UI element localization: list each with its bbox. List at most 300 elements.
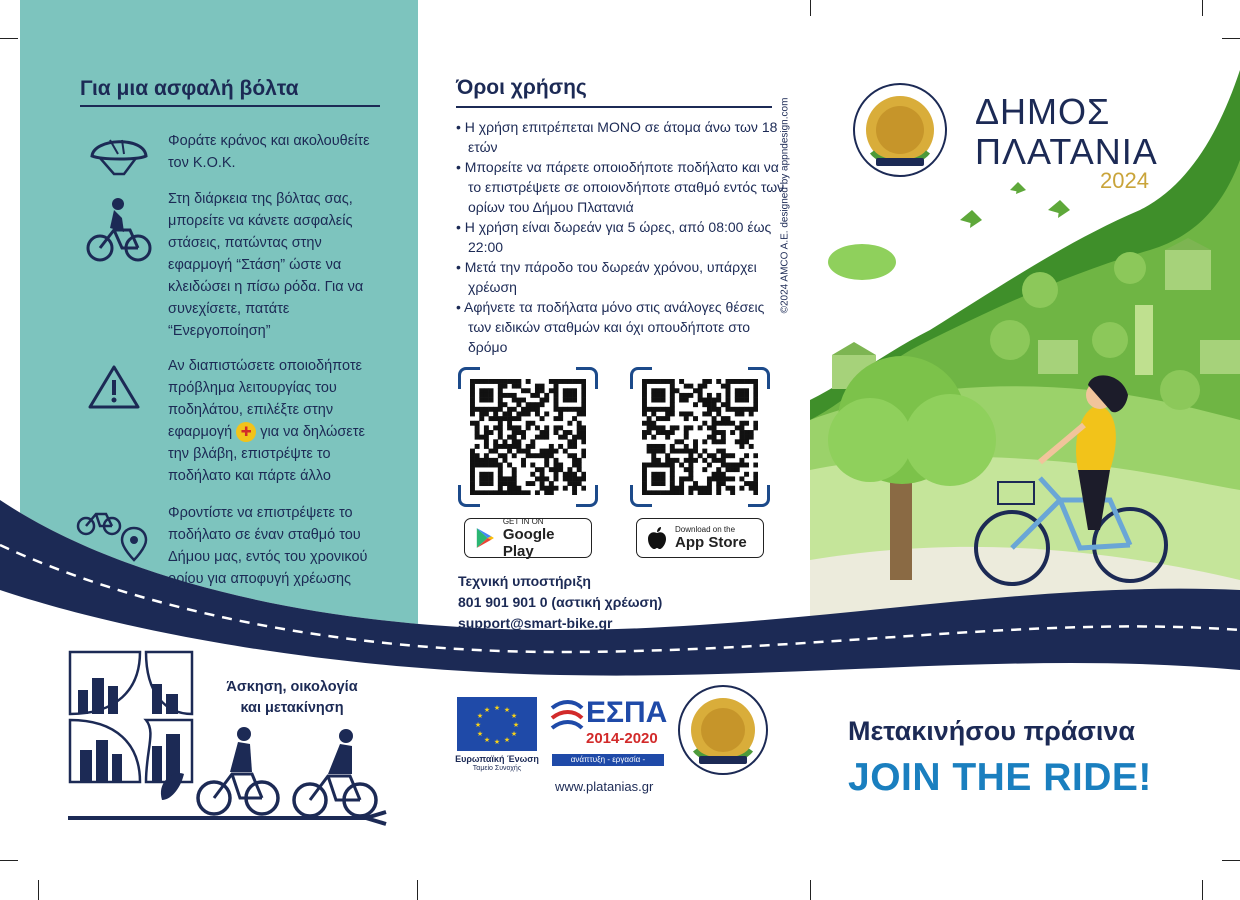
qr-module [581, 486, 586, 491]
qr-module [661, 472, 666, 477]
terms-list [456, 117, 786, 357]
qr-module [521, 449, 526, 454]
safety-tip-stop: Στη διάρκεια της βόλτας σας, μπορείτε να κάνετε ασφαλείς στάσεις, πατώντας στην εφαρμογή “Στάση” ώστε να κλειδώσει η πίσω ρόδα. Για να συνεχίσετε, πατάτε “Ενεργοποίηση” [168, 191, 364, 339]
qr-module [726, 463, 731, 468]
qr-module [679, 449, 684, 454]
municipality-seal-small [677, 684, 769, 776]
qr-module [577, 407, 582, 412]
google-play-badge[interactable] [464, 518, 592, 558]
qr-module [498, 393, 503, 398]
qr-module [526, 379, 531, 384]
qr-module [572, 393, 577, 398]
qr-module [698, 486, 703, 491]
qr-module [577, 425, 582, 430]
qr-module [544, 449, 549, 454]
qr-module [661, 407, 666, 412]
qr-module [707, 402, 712, 407]
qr-module [651, 458, 656, 463]
qr-module [749, 379, 754, 384]
qr-module [665, 458, 670, 463]
qr-module [702, 449, 707, 454]
qr-module [642, 411, 647, 416]
qr-module [684, 393, 689, 398]
qr-module [507, 481, 512, 486]
qr-module [647, 379, 652, 384]
qr-module [712, 416, 717, 421]
qr-module [735, 439, 740, 444]
qr-module [730, 486, 735, 491]
qr-module [726, 467, 731, 472]
qr-module [493, 458, 498, 463]
municipality-website-link[interactable]: www.platanias.gr [555, 779, 654, 794]
qr-module [651, 407, 656, 412]
qr-module [572, 439, 577, 444]
qr-module [535, 425, 540, 430]
qr-module [647, 421, 652, 426]
qr-module [702, 384, 707, 389]
qr-module [670, 411, 675, 416]
qr-module [554, 449, 559, 454]
qr-module [567, 472, 572, 477]
qr-module [572, 463, 577, 468]
qr-module [479, 407, 484, 412]
qr-module [498, 486, 503, 491]
qr-module [530, 472, 535, 477]
qr-module [679, 486, 684, 491]
qr-module [535, 476, 540, 481]
qr-module [530, 453, 535, 458]
svg-text:★: ★ [493, 738, 501, 746]
qr-module [735, 393, 740, 398]
qr-module [642, 421, 647, 426]
crop-mark [38, 880, 39, 900]
qr-module [693, 458, 698, 463]
qr-module [470, 472, 475, 477]
qr-module [475, 379, 480, 384]
qr-module [540, 449, 545, 454]
qr-module [642, 476, 647, 481]
qr-module [540, 435, 545, 440]
qr-module [707, 411, 712, 416]
qr-module [739, 421, 744, 426]
qr-module [716, 411, 721, 416]
qr-module [530, 463, 535, 468]
safety-tip-return: Φροντίστε να επιστρέψετε το ποδήλατο σε έναν σταθμό του Δήμου μας, εντός του χρονικού ορίου για αποφυγή χρέωσης [168, 505, 368, 587]
qr-module [493, 444, 498, 449]
qr-module [512, 379, 517, 384]
qr-module [581, 384, 586, 389]
qr-module [753, 388, 758, 393]
qr-module [693, 481, 698, 486]
qr-module [744, 435, 749, 440]
qr-module [581, 476, 586, 481]
qr-module [707, 486, 712, 491]
qr-module [693, 388, 698, 393]
qr-module [688, 411, 693, 416]
qr-module [502, 458, 507, 463]
qr-module [526, 490, 531, 495]
qr-module [563, 388, 568, 393]
qr-module [558, 379, 563, 384]
qr-module [475, 435, 480, 440]
eco-slogan-line2: και μετακίνηση [240, 700, 344, 716]
qr-module [479, 463, 484, 468]
qr-module [489, 481, 494, 486]
qr-module [581, 388, 586, 393]
qr-module [526, 402, 531, 407]
crop-mark [1202, 880, 1203, 900]
qr-pattern [642, 379, 758, 495]
qr-module [688, 486, 693, 491]
qr-module [679, 463, 684, 468]
qr-module [721, 472, 726, 477]
qr-module [721, 384, 726, 389]
apple-icon [647, 526, 667, 550]
qr-module [744, 430, 749, 435]
app-store-qr-code[interactable] [630, 367, 770, 507]
qr-module [679, 439, 684, 444]
qr-module [549, 379, 554, 384]
qr-module [721, 481, 726, 486]
qr-module [535, 393, 540, 398]
qr-module [647, 416, 652, 421]
qr-module [572, 435, 577, 440]
eu-caption [450, 754, 544, 774]
qr-module [567, 407, 572, 412]
bike-location-icon [76, 504, 156, 564]
safety-title: Για μια ασφαλή βόλτα [80, 77, 299, 100]
qr-module [512, 430, 517, 435]
qr-module [540, 453, 545, 458]
qr-module [735, 425, 740, 430]
qr-module [651, 481, 656, 486]
qr-module [507, 444, 512, 449]
qr-module [684, 425, 689, 430]
qr-module [526, 421, 531, 426]
qr-module [735, 411, 740, 416]
qr-module [726, 384, 731, 389]
qr-module [688, 453, 693, 458]
qr-module [489, 430, 494, 435]
qr-module [554, 393, 559, 398]
qr-module [744, 472, 749, 477]
qr-module [540, 481, 545, 486]
qr-module [479, 472, 484, 477]
svg-text:★: ★ [476, 730, 484, 738]
qr-module [544, 463, 549, 468]
qr-module [498, 472, 503, 477]
terms-item: • Η χρήση επιτρέπεται ΜΟΝΟ σε άτομα άνω των 18 ετών [456, 117, 786, 157]
qr-module [470, 402, 475, 407]
qr-module [572, 458, 577, 463]
qr-module [735, 407, 740, 412]
qr-module [753, 402, 758, 407]
qr-module [577, 476, 582, 481]
qr-module [521, 430, 526, 435]
qr-module [716, 467, 721, 472]
qr-module [516, 430, 521, 435]
qr-module [498, 430, 503, 435]
qr-module [670, 388, 675, 393]
qr-module [516, 486, 521, 491]
qr-module [651, 490, 656, 495]
espa-swoosh-icon [550, 698, 584, 738]
qr-module [739, 393, 744, 398]
qr-module [544, 435, 549, 440]
qr-module [702, 379, 707, 384]
qr-module [739, 425, 744, 430]
qr-module [475, 490, 480, 495]
qr-module [507, 379, 512, 384]
google-play-badge-small: GET IN ON [502, 516, 544, 526]
qr-module [753, 421, 758, 426]
qr-module [642, 472, 647, 477]
qr-module [679, 398, 684, 403]
svg-text:★: ★ [510, 730, 518, 738]
qr-module [739, 444, 744, 449]
qr-module [712, 430, 717, 435]
qr-module [702, 486, 707, 491]
qr-module [716, 398, 721, 403]
qr-module [479, 411, 484, 416]
qr-module [670, 458, 675, 463]
qr-module [739, 379, 744, 384]
qr-module [661, 388, 666, 393]
google-play-qr-code[interactable] [458, 367, 598, 507]
qr-module [674, 449, 679, 454]
qr-module [563, 472, 568, 477]
qr-module [493, 449, 498, 454]
qr-module [484, 435, 489, 440]
qr-module [479, 458, 484, 463]
qr-module [567, 379, 572, 384]
qr-module [581, 402, 586, 407]
qr-module [707, 476, 712, 481]
qr-module [567, 398, 572, 403]
qr-module [716, 421, 721, 426]
qr-module [484, 439, 489, 444]
qr-module [581, 435, 586, 440]
qr-module [540, 384, 545, 389]
brochure-year: 2024 [1100, 168, 1149, 193]
qr-module [726, 393, 731, 398]
qr-module [498, 467, 503, 472]
qr-module [674, 439, 679, 444]
qr-module [475, 453, 480, 458]
qr-module [558, 425, 563, 430]
qr-module [479, 398, 484, 403]
municipality-name-line2: ΠΛΑΤΑΝΙΑ [975, 131, 1158, 172]
qr-module [739, 430, 744, 435]
qr-module [702, 421, 707, 426]
qr-module [656, 449, 661, 454]
qr-module [656, 458, 661, 463]
qr-module [665, 453, 670, 458]
qr-module [530, 393, 535, 398]
qr-module [516, 398, 521, 403]
qr-module [507, 490, 512, 495]
qr-module [512, 384, 517, 389]
qr-module [693, 444, 698, 449]
qr-module [721, 430, 726, 435]
qr-module [679, 490, 684, 495]
qr-module [716, 439, 721, 444]
qr-module [642, 398, 647, 403]
qr-module [489, 472, 494, 477]
qr-module [698, 425, 703, 430]
qr-module [554, 472, 559, 477]
qr-module [530, 444, 535, 449]
app-store-badge[interactable] [636, 518, 764, 558]
qr-module [707, 453, 712, 458]
qr-module [502, 411, 507, 416]
qr-module [581, 398, 586, 403]
qr-module [489, 393, 494, 398]
qr-module [670, 463, 675, 468]
qr-module [521, 463, 526, 468]
qr-module [475, 458, 480, 463]
qr-module [489, 458, 494, 463]
qr-module [512, 467, 517, 472]
qr-module [475, 463, 480, 468]
qr-module [554, 379, 559, 384]
qr-module [721, 416, 726, 421]
google-play-badge-text [503, 517, 581, 560]
qr-module [512, 435, 517, 440]
qr-module [753, 476, 758, 481]
qr-module [470, 411, 475, 416]
qr-module [563, 379, 568, 384]
qr-module [581, 430, 586, 435]
qr-module [526, 453, 531, 458]
qr-module [739, 388, 744, 393]
qr-module [651, 435, 656, 440]
qr-module [688, 449, 693, 454]
svg-text:★: ★ [512, 721, 520, 729]
qr-module [753, 379, 758, 384]
qr-module [535, 407, 540, 412]
qr-module [521, 388, 526, 393]
qr-module [567, 444, 572, 449]
qr-module [535, 490, 540, 495]
qr-module [512, 439, 517, 444]
qr-module [470, 490, 475, 495]
qr-module [716, 430, 721, 435]
qr-module [712, 435, 717, 440]
qr-module [512, 425, 517, 430]
qr-module [679, 476, 684, 481]
qr-module [493, 439, 498, 444]
qr-module [554, 407, 559, 412]
qr-module [702, 398, 707, 403]
qr-module [479, 379, 484, 384]
qr-module [716, 481, 721, 486]
qr-module [502, 481, 507, 486]
qr-module [521, 435, 526, 440]
qr-module [739, 435, 744, 440]
qr-module [707, 398, 712, 403]
qr-module [540, 467, 545, 472]
qr-module [484, 458, 489, 463]
safety-title-rule [80, 105, 380, 107]
qr-module [707, 463, 712, 468]
qr-module [712, 439, 717, 444]
qr-module [512, 398, 517, 403]
qr-module [489, 398, 494, 403]
qr-module [744, 453, 749, 458]
qr-module [489, 407, 494, 412]
qr-module [670, 384, 675, 389]
qr-module [712, 476, 717, 481]
qr-module [572, 416, 577, 421]
qr-module [651, 449, 656, 454]
terms-item: • Μετά την πάροδο του δωρεάν χρόνου, υπάρχει χρέωση [456, 257, 786, 297]
qr-module [698, 393, 703, 398]
qr-module [549, 490, 554, 495]
qr-module [507, 435, 512, 440]
qr-module [479, 490, 484, 495]
qr-module [498, 435, 503, 440]
qr-module [716, 379, 721, 384]
qr-module [651, 463, 656, 468]
qr-module [572, 388, 577, 393]
qr-module [735, 379, 740, 384]
qr-module [484, 393, 489, 398]
svg-text:★: ★ [483, 736, 491, 744]
qr-module [572, 444, 577, 449]
qr-module [665, 416, 670, 421]
qr-module [470, 458, 475, 463]
qr-module [544, 425, 549, 430]
qr-module [670, 486, 675, 491]
tech-support-phone[interactable]: 801 901 901 0 (αστική χρέωση) [458, 594, 663, 610]
qr-module [577, 458, 582, 463]
qr-module [684, 449, 689, 454]
google-play-badge-big: Google Play [502, 525, 555, 560]
svg-text:★: ★ [483, 706, 491, 714]
qr-module [493, 416, 498, 421]
espa-logo-tagline: ανάπτυξη - εργασία - αλληλεγγύη [552, 754, 664, 766]
qr-module [642, 490, 647, 495]
wrench-icon: ✚ [236, 422, 256, 442]
qr-module [726, 379, 731, 384]
terms-item: • Αφήνετε τα ποδήλατα μόνο στις ανάλογες θέσεις των ειδικών σταθμών και όχι οπουδήποτε στο δρόμο [456, 297, 786, 357]
qr-module [470, 407, 475, 412]
qr-module [498, 463, 503, 468]
qr-module [739, 439, 744, 444]
qr-module [721, 402, 726, 407]
qr-module [554, 463, 559, 468]
qr-module [572, 472, 577, 477]
qr-module [688, 393, 693, 398]
qr-module [670, 402, 675, 407]
qr-module [554, 458, 559, 463]
qr-module [530, 407, 535, 412]
qr-module [572, 453, 577, 458]
qr-module [512, 444, 517, 449]
qr-module [581, 425, 586, 430]
qr-module [577, 421, 582, 426]
tech-support-email[interactable]: support@smart-bike.gr [458, 615, 613, 631]
qr-module [684, 430, 689, 435]
qr-module [516, 379, 521, 384]
crop-mark [0, 38, 18, 39]
qr-module [684, 398, 689, 403]
qr-module [526, 449, 531, 454]
svg-text:★: ★ [503, 706, 511, 714]
qr-module [753, 472, 758, 477]
qr-module [498, 384, 503, 389]
